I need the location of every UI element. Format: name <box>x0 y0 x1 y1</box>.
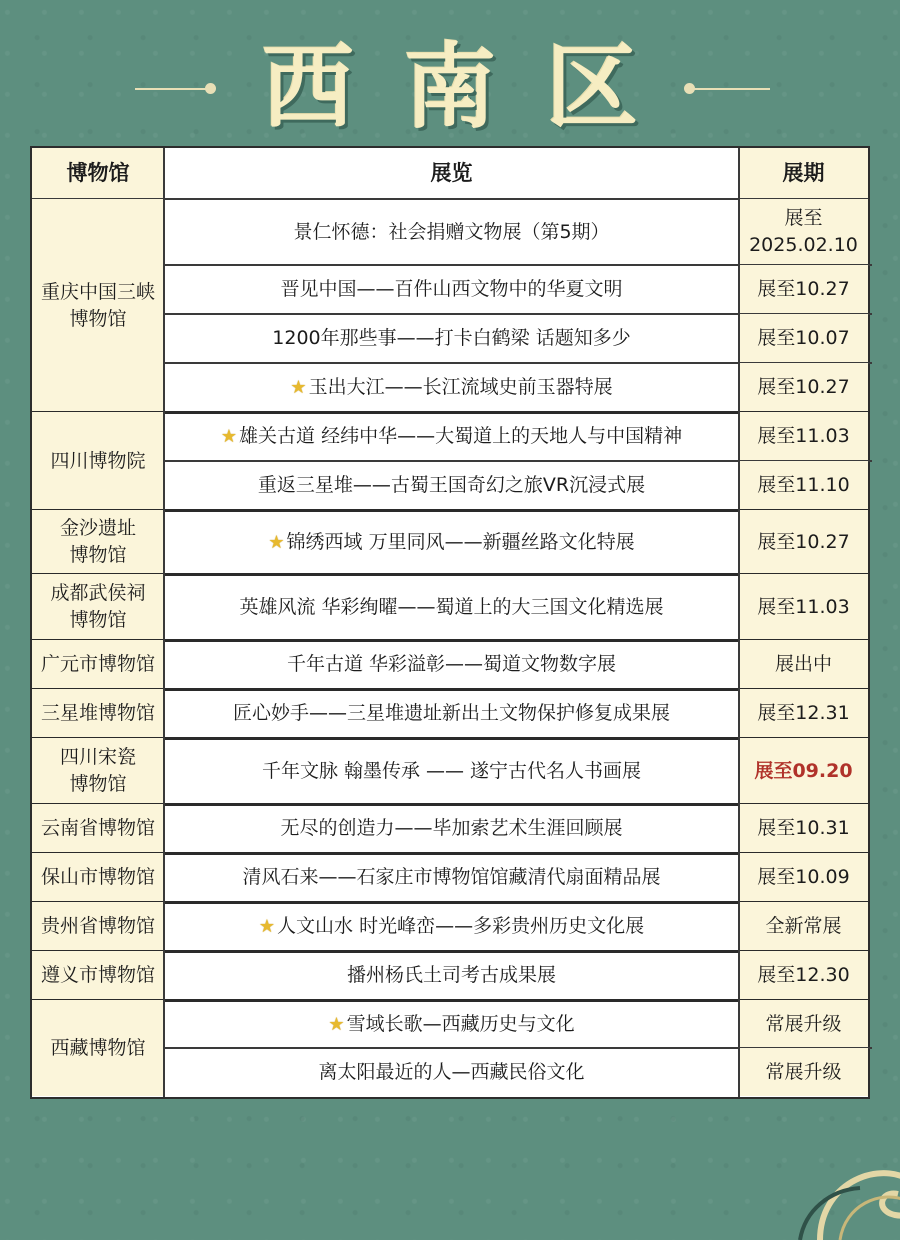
exhibition-period: 展至11.03 <box>739 574 868 640</box>
exhibition-name <box>164 461 739 510</box>
exhibition-period: 展至10.07 <box>739 314 868 363</box>
exhibition-period: 全新常展 <box>739 902 868 951</box>
star-icon: ★ <box>290 377 307 398</box>
museum-name: 重庆中国三峡 博物馆 <box>32 199 164 412</box>
exhibition-name <box>164 1048 739 1096</box>
exhibition-title: 晋见中国——百件山西文物中的华夏文明 <box>280 278 623 300</box>
museum-name: 三星堆博物馆 <box>32 689 164 738</box>
museum-name: 金沙遗址 博物馆 <box>32 510 164 574</box>
exhibition-name <box>164 951 739 1000</box>
star-icon: ★ <box>268 531 285 553</box>
exhibition-name <box>164 199 739 265</box>
museum-name: 遵义市博物馆 <box>32 951 164 1000</box>
exhibition-period: 常展升级 <box>739 1048 868 1096</box>
header-period: 展期 <box>739 148 868 198</box>
exhibition-title: 玉出大江——长江流域史前玉器特展 <box>308 376 613 398</box>
exhibition-name <box>164 804 739 853</box>
exhibition-period: 展至09.20 <box>739 738 868 804</box>
museum-name: 保山市博物馆 <box>32 853 164 902</box>
exhibition-name <box>164 510 739 574</box>
header-museum: 博物馆 <box>32 148 164 198</box>
exhibition-title: 重返三星堆——古蜀王国奇幻之旅VR沉浸式展 <box>257 474 646 496</box>
column-divider-2 <box>738 148 740 1097</box>
museum-name: 四川博物院 <box>32 412 164 510</box>
exhibition-name <box>164 1000 739 1048</box>
cloud-swirl-decoration <box>780 1090 900 1240</box>
page-title: 西南区 <box>261 33 688 141</box>
exhibition-title: 清风石来——石家庄市博物馆馆藏清代扇面精品展 <box>242 866 661 888</box>
exhibition-title: 离太阳最近的人—西藏民俗文化 <box>318 1060 585 1083</box>
exhibition-title: 匠心妙手——三星堆遗址新出土文物保护修复成果展 <box>232 702 670 724</box>
museum-name: 四川宋瓷 博物馆 <box>32 738 164 804</box>
exhibition-period: 展至10.27 <box>739 265 868 314</box>
exhibition-name <box>164 853 739 902</box>
exhibition-title: 雄关古道 经纬中华——大蜀道上的天地人与中国精神 <box>239 425 683 447</box>
museum-name: 云南省博物馆 <box>32 804 164 853</box>
exhibition-period: 展至12.31 <box>739 689 868 738</box>
museum-name: 广元市博物馆 <box>32 640 164 689</box>
column-divider-1 <box>163 148 165 1097</box>
exhibition-title: 千年古道 华彩溢彰——蜀道文物数字展 <box>286 653 617 675</box>
header-exhibition: 展览 <box>430 160 473 185</box>
exhibition-title: 英雄风流 华彩绚曜——蜀道上的大三国文化精选展 <box>239 595 664 618</box>
exhibition-name <box>164 314 739 363</box>
exhibition-name <box>164 363 739 412</box>
exhibition-name <box>164 265 739 314</box>
star-icon: ★ <box>328 1013 345 1035</box>
exhibition-table <box>30 146 870 1099</box>
exhibition-name <box>164 689 739 738</box>
museum-name: 成都武侯祠 博物馆 <box>32 574 164 640</box>
exhibition-title: 景仁怀德：社会捐赠文物展（第5期） <box>293 220 610 243</box>
exhibition-period: 展出中 <box>739 640 868 689</box>
exhibition-title: 人文山水 时光峰峦——多彩贵州历史文化展 <box>277 915 645 937</box>
exhibition-period: 展至10.27 <box>739 510 868 574</box>
exhibition-title: 无尽的创造力——毕加索艺术生涯回顾展 <box>280 817 623 839</box>
exhibition-title: 1200年那些事——打卡白鹤梁 话题知多少 <box>272 327 631 349</box>
exhibition-name <box>164 738 739 804</box>
exhibition-period: 展至11.03 <box>739 412 868 461</box>
exhibition-period: 展至11.10 <box>739 461 868 510</box>
exhibition-title: 锦绣西域 万里同风——新疆丝路文化特展 <box>286 530 635 553</box>
museum-name: 西藏博物馆 <box>32 1000 164 1096</box>
exhibition-name <box>164 412 739 461</box>
exhibition-period: 展至 2025.02.10 <box>739 199 868 265</box>
exhibition-name <box>164 640 739 689</box>
star-icon: ★ <box>258 916 276 937</box>
exhibition-name <box>164 902 739 951</box>
exhibition-title: 播州杨氏土司考古成果展 <box>346 964 556 986</box>
exhibition-title: 千年文脉 翰墨传承 —— 遂宁古代名人书画展 <box>261 759 642 782</box>
exhibition-period: 展至12.30 <box>739 951 868 1000</box>
exhibition-period: 展至10.09 <box>739 853 868 902</box>
star-icon: ★ <box>220 426 238 447</box>
exhibition-name <box>164 574 739 640</box>
exhibition-period: 展至10.31 <box>739 804 868 853</box>
museum-name: 贵州省博物馆 <box>32 902 164 951</box>
exhibition-period: 展至10.27 <box>739 363 868 412</box>
exhibition-title: 雪域长歌—西藏历史与文化 <box>346 1012 575 1035</box>
exhibition-period: 常展升级 <box>739 1000 868 1048</box>
header <box>0 0 900 145</box>
